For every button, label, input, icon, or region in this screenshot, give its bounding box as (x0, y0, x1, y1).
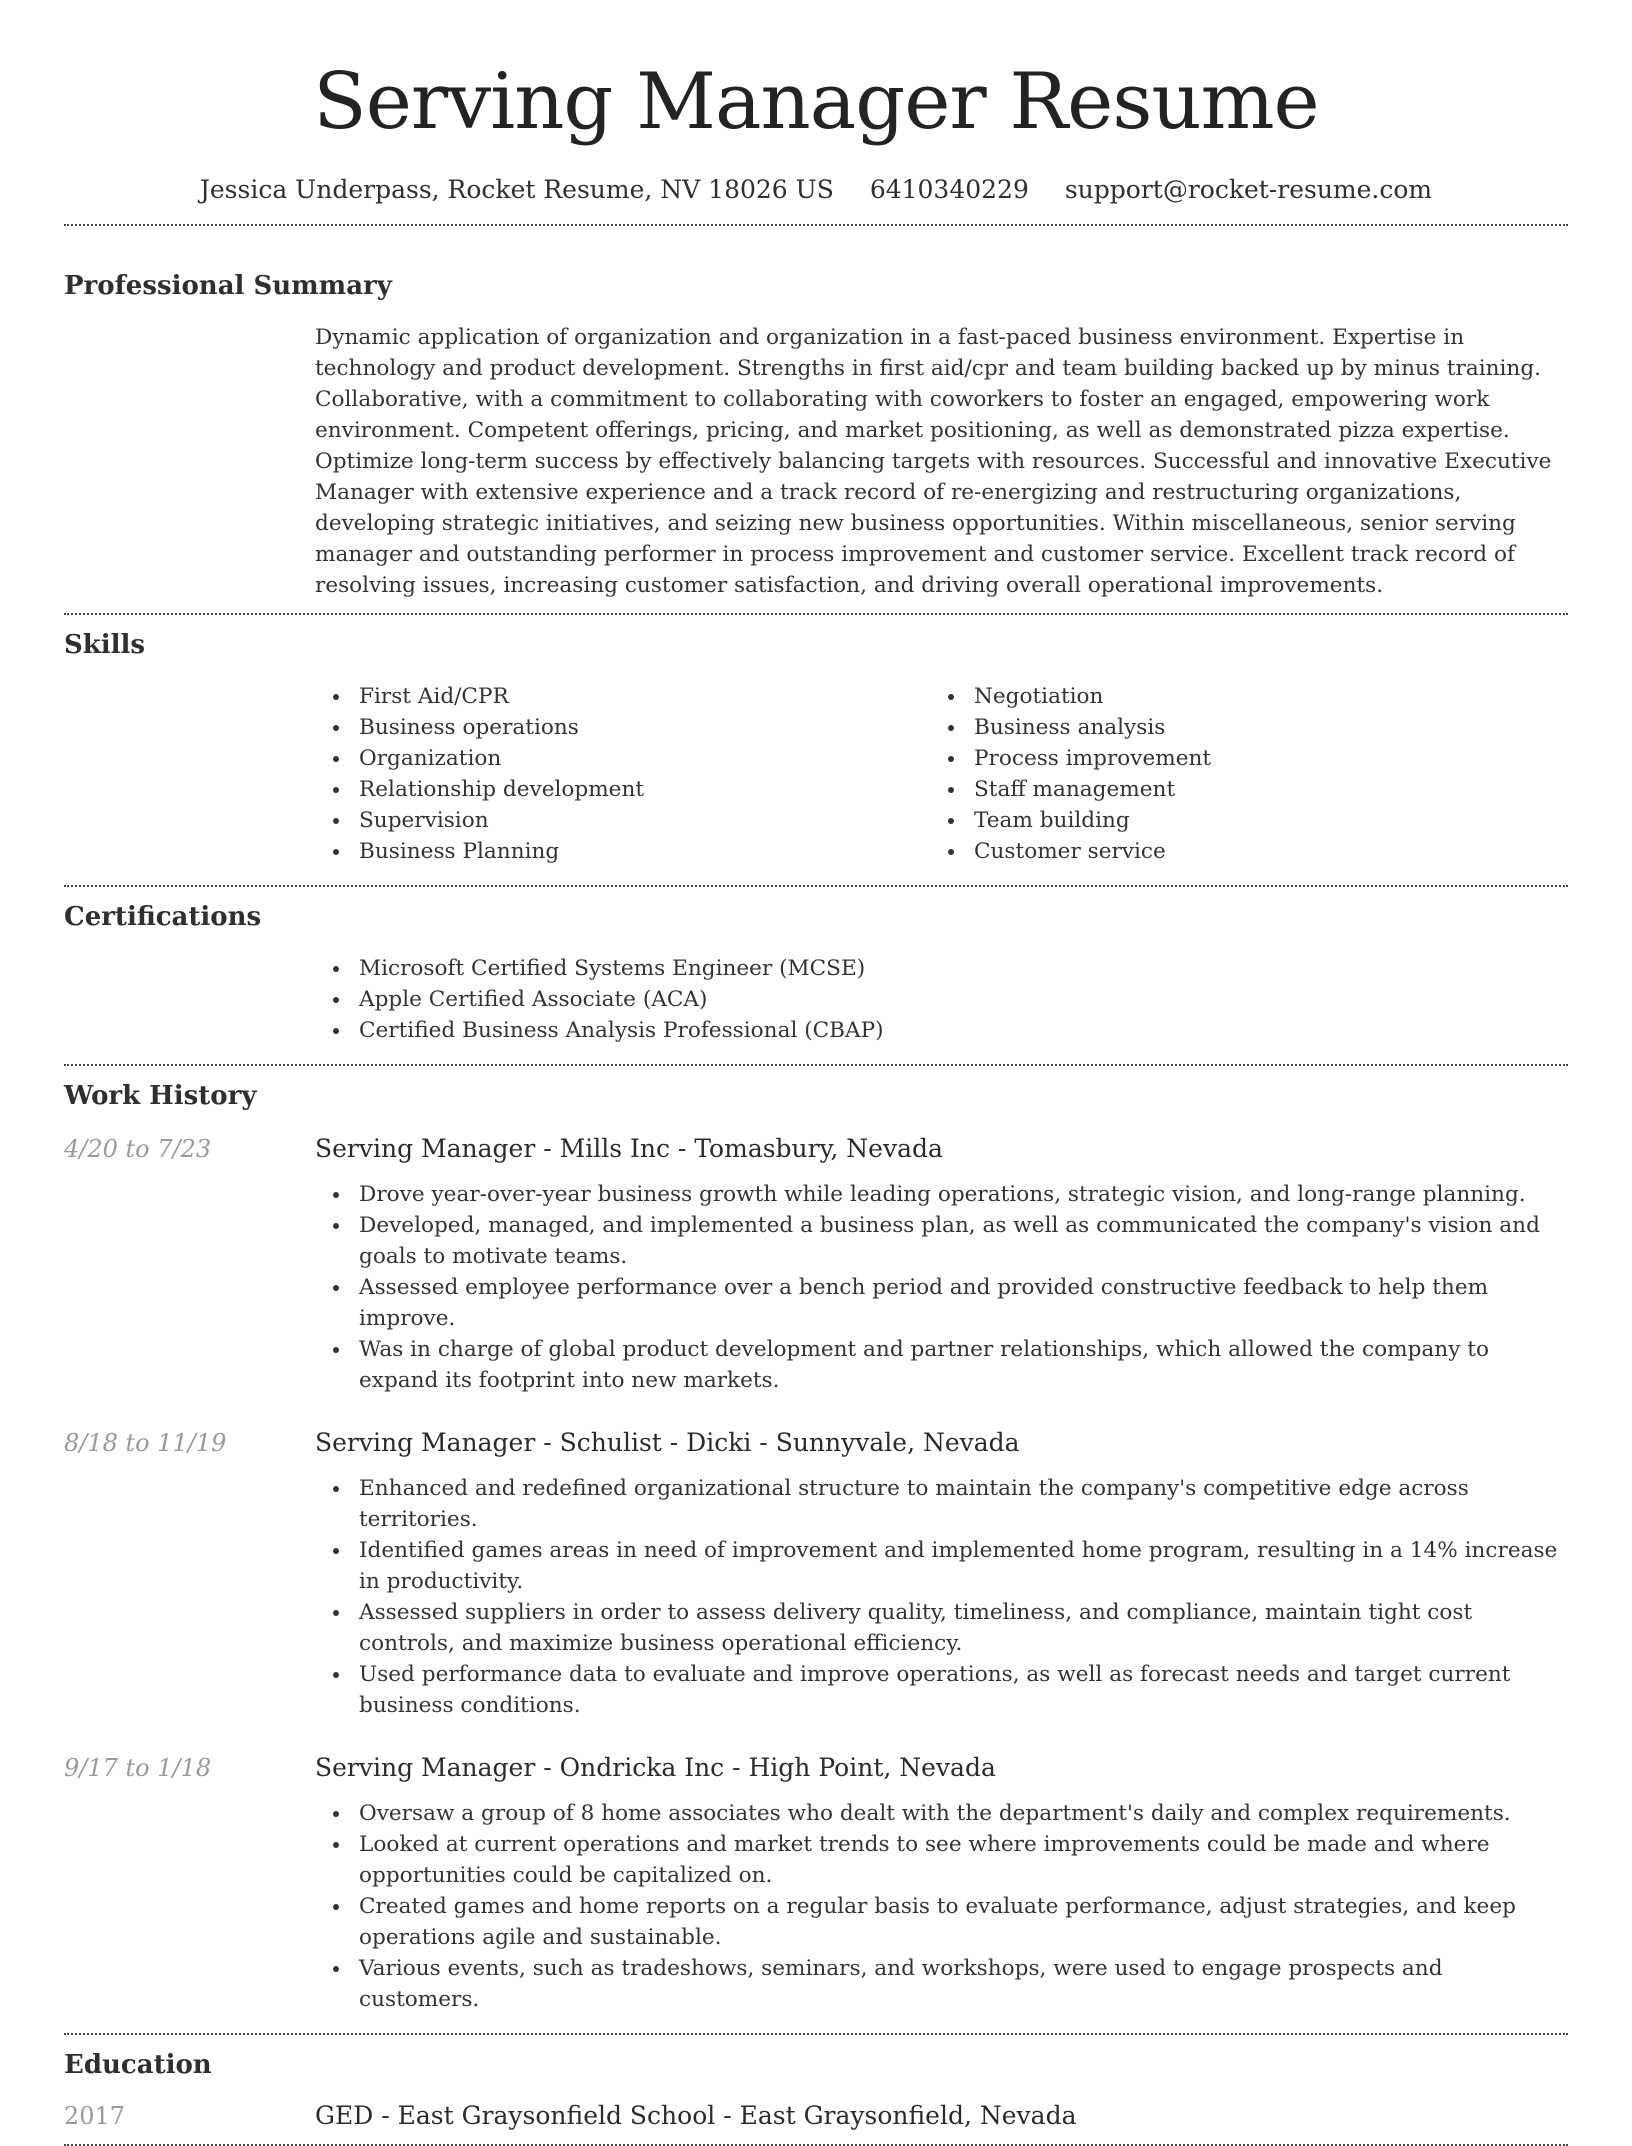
job-header (64, 1428, 1568, 1457)
job-header (64, 1753, 1568, 1782)
summary-section (64, 268, 1568, 601)
job-bullet: Used performance data to evaluate and improve operations, as well as forecast needs and target current business conditions. (315, 1659, 1568, 1721)
job-title: Serving Manager - Ondricka Inc - High Point, Nevada (315, 1753, 996, 1782)
skill-item: Supervision (315, 805, 930, 836)
job-bullet: Was in charge of global product development and partner relationships, which allowed the company to expand its footprint into new markets. (315, 1334, 1568, 1396)
contact-phone: 6410340229 (869, 175, 1029, 204)
skills-grid (315, 681, 1568, 867)
divider (64, 224, 1568, 226)
education-heading: Education (64, 2050, 212, 2080)
job-entry (64, 1428, 1568, 1721)
skill-item: First Aid/CPR (315, 681, 930, 712)
page-title: Serving Manager Resume (313, 57, 1319, 147)
job-bullet: Oversaw a group of 8 home associates who dealt with the department's daily and complex requirements. (315, 1798, 1568, 1829)
skills-list-left (315, 681, 930, 867)
education-title: GED - East Graysonfield School - East Graysonfield, Nevada (315, 2101, 1077, 2130)
certification-item: Microsoft Certified Systems Engineer (MCSE) (315, 953, 1568, 984)
job-bullets (315, 1179, 1568, 1396)
education-entry (64, 2101, 1568, 2130)
job-bullets (315, 1473, 1568, 1721)
job-entry (64, 1753, 1568, 2015)
contact-email: support@rocket-resume.com (1064, 175, 1433, 204)
skills-section (64, 627, 1568, 867)
job-bullets (315, 1798, 1568, 2015)
divider (64, 2033, 1568, 2035)
work-history-heading: Work History (64, 1081, 257, 1111)
skill-item: Business analysis (930, 712, 1545, 743)
education-section (64, 2047, 1568, 2130)
skill-item: Organization (315, 743, 930, 774)
skill-item: Negotiation (930, 681, 1545, 712)
divider (64, 1064, 1568, 1066)
divider (64, 613, 1568, 615)
job-date: 9/17 to 1/18 (64, 1754, 212, 1782)
job-bullet: Created games and home reports on a regular basis to evaluate performance, adjust strategies, and keep operations agile and sustainable. (315, 1891, 1568, 1953)
job-bullet: Looked at current operations and market trends to see where improvements could be made and where opportunities could be capitalized on. (315, 1829, 1568, 1891)
skill-item: Staff management (930, 774, 1545, 805)
divider (64, 885, 1568, 887)
summary-text: Dynamic application of organization and organization in a fast-paced business environment. Expertise in technology and product development. Strengths in first aid/cpr and team building backed up by minus training. Collaborative, with a commitment to collaborating with coworkers to foster an engaged, empowering work environment. Competent offerings, pricing, and market positioning, as well as demonstrated pizza expertise. Optimize long-term success by effectively balancing targets with resources. Successful and innovative Executive Manager with extensive experience and a track record of re-energizing and restructuring organizations, developing strategic initiatives, and seizing new business opportunities. Within miscellaneous, senior serving manager and outstanding performer in process improvement and customer service. Excellent track record of resolving issues, increasing customer satisfaction, and driving overall operational improvements. (315, 325, 1552, 598)
certification-item: Certified Business Analysis Professional (CBAP) (315, 1015, 1568, 1046)
contact-address: Jessica Underpass, Rocket Resume, NV 18026 US (199, 175, 834, 204)
certifications-section (64, 899, 1568, 1046)
job-title: Serving Manager - Schulist - Dicki - Sunnyvale, Nevada (315, 1428, 1020, 1457)
job-bullet: Drove year-over-year business growth while leading operations, strategic vision, and long-range planning. (315, 1179, 1568, 1210)
certification-item: Apple Certified Associate (ACA) (315, 984, 1568, 1015)
job-bullet: Various events, such as tradeshows, seminars, and workshops, were used to engage prospects and customers. (315, 1953, 1568, 2015)
job-bullet: Assessed employee performance over a bench period and provided constructive feedback to help them improve. (315, 1272, 1568, 1334)
skills-heading: Skills (64, 630, 146, 660)
skill-item: Business Planning (315, 836, 930, 867)
skill-item: Business operations (315, 712, 930, 743)
job-bullet: Enhanced and redefined organizational structure to maintain the company's competitive edge across territories. (315, 1473, 1568, 1535)
education-date: 2017 (64, 2102, 126, 2130)
skill-item: Relationship development (315, 774, 930, 805)
skills-list-right (930, 681, 1545, 867)
job-header (64, 1134, 1568, 1163)
work-history-section (64, 1078, 1568, 2015)
certifications-heading: Certifications (64, 902, 262, 932)
skill-item: Customer service (930, 836, 1545, 867)
skill-item: Process improvement (930, 743, 1545, 774)
job-title: Serving Manager - Mills Inc - Tomasbury, Nevada (315, 1134, 943, 1163)
contact-line (64, 172, 1568, 208)
job-bullet: Assessed suppliers in order to assess delivery quality, timeliness, and compliance, maintain tight cost controls, and maximize business operational efficiency. (315, 1597, 1568, 1659)
job-date: 8/18 to 11/19 (64, 1429, 227, 1457)
summary-heading: Professional Summary (64, 271, 392, 301)
job-date: 4/20 to 7/23 (64, 1135, 212, 1163)
job-entry (64, 1134, 1568, 1396)
skill-item: Team building (930, 805, 1545, 836)
certifications-list (315, 953, 1568, 1046)
job-bullet: Identified games areas in need of improvement and implemented home program, resulting in a 14% increase in productivity. (315, 1535, 1568, 1597)
job-bullet: Developed, managed, and implemented a business plan, as well as communicated the company's vision and goals to motivate teams. (315, 1210, 1568, 1272)
